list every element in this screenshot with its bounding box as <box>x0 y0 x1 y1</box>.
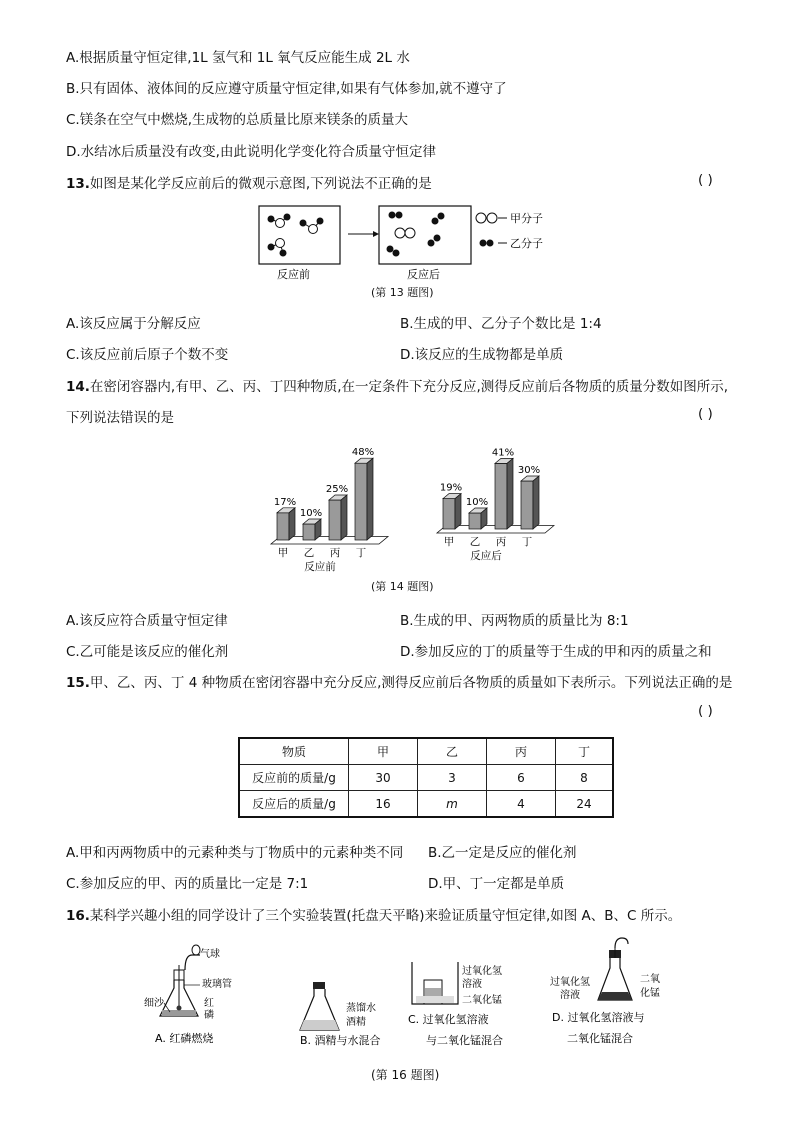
q16-stem <box>66 904 681 924</box>
chart-bar-side <box>289 508 295 540</box>
q13-option-b: B.生成的甲、乙分子个数比是 1:4 <box>400 316 602 332</box>
q13-atom-white <box>395 228 405 238</box>
q16-a-red1: 红 <box>204 998 214 1009</box>
q15-stem <box>66 671 732 691</box>
chart-tick-label: 丁 <box>355 547 367 559</box>
chart-tick-label: 乙 <box>303 547 315 559</box>
q14-option-d: D.参加反应的丁的质量等于生成的甲和丙的质量之和 <box>400 644 712 660</box>
q13-legend-white <box>487 213 497 223</box>
chart-tick-label: 甲 <box>277 547 289 559</box>
table-cell: 24 <box>556 791 614 818</box>
q13-caption: (第 13 题图) <box>371 286 434 299</box>
table-cell: 30 <box>349 765 418 791</box>
table-cell: 4 <box>487 791 556 818</box>
q13-atom-black <box>268 216 275 223</box>
q15-stem-text: 甲、乙、丙、丁 4 种物质在密闭容器中充分反应,测得反应前后各物质的质量如下表所示。下列说法正确的是 <box>89 675 733 691</box>
chart-data-label: 41% <box>491 447 515 459</box>
table-row <box>239 791 613 818</box>
q13-atom-black <box>396 212 403 219</box>
q12-option-b: B.只有固体、液体间的反应遵守质量守恒定律,如果有气体参加,就不遵守了 <box>66 81 507 97</box>
chart-data-label: 10% <box>299 508 323 519</box>
q16-apparatus-d <box>550 938 660 1045</box>
chart-tick-label: 甲 <box>443 536 455 548</box>
chart-bar <box>521 481 533 529</box>
q16-c-label1: 过氧化氢 <box>462 966 502 977</box>
q14-number: 14. <box>66 379 90 395</box>
q14-stem-line1 <box>66 375 728 395</box>
q15-option-d: D.甲、丁一定都是单质 <box>428 876 565 892</box>
q13-legend-white <box>476 213 486 223</box>
table-header-cell: 甲 <box>349 738 418 765</box>
q13-before-label: 反应前 <box>277 268 310 281</box>
q13-number: 13. <box>66 176 90 192</box>
q14-option-c: C.乙可能是该反应的催化剂 <box>66 644 229 660</box>
q15-option-c: C.参加反应的甲、丙的质量比一定是 7:1 <box>66 876 309 892</box>
q13-atom-black <box>268 244 275 251</box>
q16-d-mno2-2: 化锰 <box>640 988 660 999</box>
q13-figure <box>255 203 575 283</box>
q16-a-red2: 磷 <box>204 1010 214 1021</box>
q13-atom-white <box>276 239 285 248</box>
chart-bar <box>495 463 507 529</box>
q13-atom-black <box>393 250 400 257</box>
chart-bar <box>443 499 455 529</box>
q13-arrowhead <box>373 231 379 237</box>
q16-caption: (第 16 题图) <box>371 1068 440 1082</box>
chart-title: 反应后 <box>470 550 502 562</box>
table-header-cell: 物质 <box>239 738 349 765</box>
chart-bar <box>277 513 289 540</box>
q16-c-label2: 溶液 <box>462 979 482 990</box>
table-cell: 3 <box>418 765 487 791</box>
q16-apparatus-a <box>144 945 232 1045</box>
q16-stem-text: 某科学兴趣小组的同学设计了三个实验装置(托盘天平略)来验证质量守恒定律,如图 A、B、C 所示。 <box>89 908 682 924</box>
q13-atom-black <box>387 246 394 253</box>
q16-c-mno2: 二氧化锰 <box>462 995 502 1006</box>
q16-d-caption1: D. 过氧化氢溶液与 <box>552 1011 645 1024</box>
q16-b-alcohol: 酒精 <box>346 1017 366 1028</box>
sand-layer <box>162 1010 196 1016</box>
chart-tick-label: 乙 <box>469 536 481 548</box>
chart-tick-label: 丙 <box>495 536 507 548</box>
q13-option-c: C.该反应前后原子个数不变 <box>66 347 229 363</box>
table-header-cell: 乙 <box>418 738 487 765</box>
q16-number: 16. <box>66 908 90 924</box>
chart-bar <box>329 500 341 540</box>
q13-atom-black <box>300 220 307 227</box>
table-header-cell: 丙 <box>487 738 556 765</box>
q13-legend-b: 乙分子 <box>510 237 543 250</box>
chart-data-label: 19% <box>439 482 463 494</box>
q16-a-balloon: 气球 <box>200 949 220 960</box>
table-row <box>239 738 613 765</box>
q16-a-tube: 玻璃管 <box>202 979 232 990</box>
table-row <box>239 765 613 791</box>
q13-stem <box>66 172 432 192</box>
q13-atom-black <box>317 218 324 225</box>
q13-atom-black <box>284 214 291 221</box>
chart-data-label: 48% <box>351 447 375 459</box>
table-cell: 6 <box>487 765 556 791</box>
q14-option-a: A.该反应符合质量守恒定律 <box>66 613 228 629</box>
q13-option-d: D.该反应的生成物都是单质 <box>400 347 564 363</box>
q16-c-caption2: 与二氧化锰混合 <box>426 1034 503 1047</box>
q16-a-caption: A. 红磷燃烧 <box>155 1032 214 1045</box>
q15-option-a: A.甲和丙两物质中的元素种类与丁物质中的元素种类不同 <box>66 845 404 861</box>
q16-b-caption: B. 酒精与水混合 <box>300 1034 381 1047</box>
table-cell: 8 <box>556 765 614 791</box>
q13-atom-black <box>280 250 287 257</box>
chart-bar-side <box>341 495 347 540</box>
chart-data-label: 10% <box>465 497 489 508</box>
chart-title: 反应前 <box>304 561 336 573</box>
q13-answer-paren[interactable]: ( ) <box>698 172 713 188</box>
q14-answer-paren[interactable]: ( ) <box>698 406 713 422</box>
chart-bar-side <box>533 476 539 529</box>
chart-tick-label: 丁 <box>521 536 533 548</box>
q16-c-caption1: C. 过氧化氢溶液 <box>408 1013 489 1026</box>
table-header-cell: 丁 <box>556 738 614 765</box>
q13-stem-text: 如图是某化学反应前后的微观示意图,下列说法不正确的是 <box>89 176 432 192</box>
table-cell: 反应前的质量/g <box>239 765 349 791</box>
q14-option-b: B.生成的甲、丙两物质的质量比为 8:1 <box>400 613 629 629</box>
q13-atom-black <box>438 213 445 220</box>
q13-legend-black <box>480 240 487 247</box>
q13-option-a: A.该反应属于分解反应 <box>66 316 201 332</box>
q12-option-c: C.镁条在空气中燃烧,生成物的总质量比原来镁条的质量大 <box>66 112 409 128</box>
q13-atom-black <box>389 212 396 219</box>
q16-d-label2: 溶液 <box>560 990 580 1001</box>
q15-option-b: B.乙一定是反应的催化剂 <box>428 845 577 861</box>
q13-after-label: 反应后 <box>407 268 440 281</box>
q13-atom-black <box>434 235 441 242</box>
q13-atom-black <box>432 218 439 225</box>
chart-data-label: 25% <box>325 484 349 495</box>
q13-atom-white <box>309 225 318 234</box>
chart-tick-label: 丙 <box>329 547 341 559</box>
q14-stem-text: 在密闭容器内,有甲、乙、丙、丁四种物质,在一定条件下充分反应,测得反应前后各物质的质量分数如图所示, <box>89 379 729 395</box>
q16-figure <box>140 930 680 1055</box>
q16-d-mno2-1: 二氧 <box>640 974 660 985</box>
balloon-icon <box>192 945 200 955</box>
q16-d-caption2: 二氧化锰混合 <box>567 1032 633 1045</box>
q15-answer-paren[interactable]: ( ) <box>698 703 713 719</box>
q16-apparatus-b <box>300 982 381 1047</box>
q13-atom-white <box>405 228 415 238</box>
table-cell: 反应后的质量/g <box>239 791 349 818</box>
chart-data-label: 17% <box>273 496 297 508</box>
q15-number: 15. <box>66 675 90 691</box>
q16-apparatus-c <box>408 962 503 1047</box>
q12-option-d: D.水结冰后质量没有改变,由此说明化学变化符合质量守恒定律 <box>66 144 436 160</box>
q14-charts <box>255 430 555 575</box>
q13-atom-black <box>428 240 435 247</box>
q16-a-sand: 细沙 <box>144 998 164 1009</box>
q14-stem-line2: 下列说法错误的是 <box>66 410 174 426</box>
table-cell: 16 <box>349 791 418 818</box>
q15-table <box>238 737 614 818</box>
chart-bar-side <box>507 458 513 529</box>
q13-atom-white <box>276 219 285 228</box>
table-cell: m <box>418 791 487 818</box>
chart-bar <box>303 524 315 540</box>
chart-bar-side <box>367 458 373 540</box>
q13-legend-a: 甲分子 <box>510 212 543 225</box>
q13-legend-black <box>487 240 494 247</box>
chart-bar <box>355 463 367 540</box>
chart-bar <box>469 513 481 529</box>
q12-option-a: A.根据质量守恒定律,1L 氢气和 1L 氧气反应能生成 2L 水 <box>66 50 410 66</box>
q13-before-box <box>259 206 340 264</box>
q16-b-water: 蒸馏水 <box>346 1003 376 1014</box>
q16-d-label1: 过氧化氢 <box>550 977 590 988</box>
chart-data-label: 30% <box>517 465 541 476</box>
q14-caption: (第 14 题图) <box>371 580 434 593</box>
chart-bar-side <box>455 494 461 529</box>
